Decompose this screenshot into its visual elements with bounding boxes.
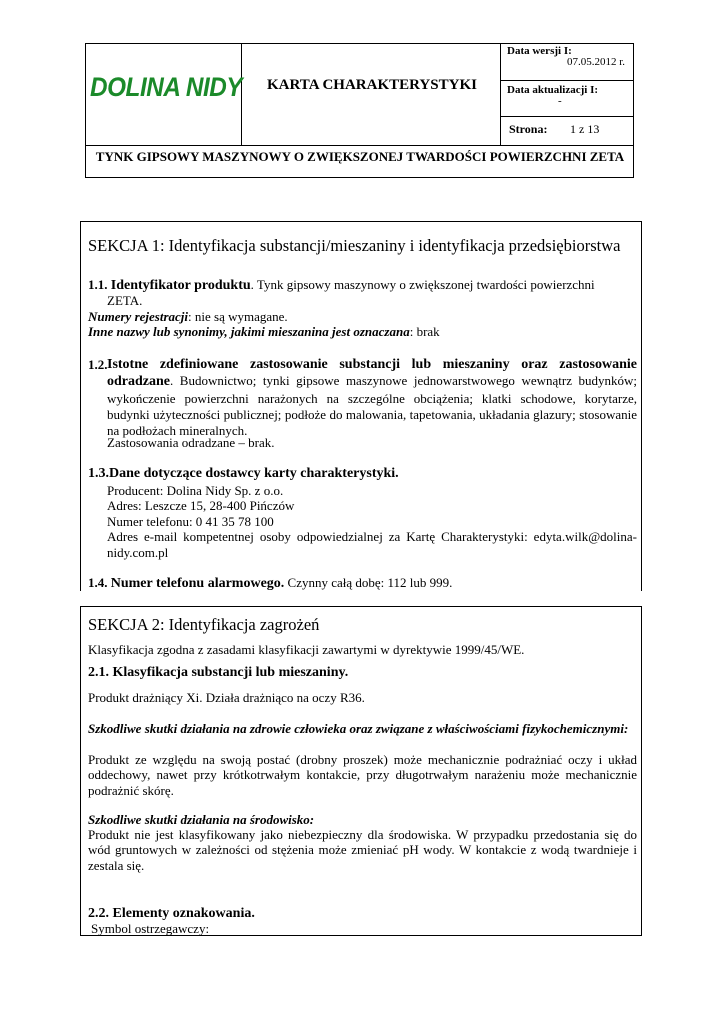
section1-heading: SEKCJA 1: Identyfikacja substancji/mieszaniny i identyfikacja przedsiębiorstwa bbox=[88, 236, 621, 255]
names-line bbox=[88, 324, 440, 339]
version-value: 07.05.2012 r. bbox=[567, 56, 626, 68]
page-value: 1 z 13 bbox=[570, 122, 600, 136]
names-value: : brak bbox=[409, 324, 440, 339]
s21-title: 2.1. Klasyfikacja substancji lub mieszaniny. bbox=[88, 665, 349, 680]
s13-title: 1.3.Dane dotyczące dostawcy karty charakterystyki. bbox=[88, 466, 399, 481]
s11-title: Identyfikator produktu bbox=[110, 278, 251, 293]
names-label: Inne nazwy lub synonimy, jakimi mieszanina jest oznaczana bbox=[88, 324, 410, 339]
email: Adres e-mail kompetentnej osoby odpowiedzialnej za Kartę Charakterystyki: edyta.wilk@dolina-nidy.com.pl bbox=[107, 529, 637, 560]
s14-num: 1.4. bbox=[88, 575, 108, 590]
s11-text: . Tynk gipsowy maszynowy o zwiększonej twardości powierzchni bbox=[250, 277, 595, 292]
product-title: TYNK GIPSOWY MASZYNOWY O ZWIĘKSZONEJ TWARDOŚCI POWIERZCHNI ZETA bbox=[95, 149, 625, 164]
env-label: Szkodliwe skutki działania na środowisko: bbox=[88, 812, 315, 827]
section-1-2 bbox=[107, 356, 637, 439]
version-label: Data wersji I: bbox=[507, 45, 572, 57]
health-label: Szkodliwe skutki działania na zdrowie człowieka oraz związane z właściwościami fizykochemicznymi: bbox=[88, 721, 629, 736]
s12-text: . Budownictwo; tynki gipsowe maszynowe jednowarstwowego wewnątrz budynków; wykończenie powierzchni narażonych na szczególne obciążenia; klatki schodowe, korytarze, budynki użyteczności publicznej; podłoże do malowania, tapetowania, układania glazury; stosowanie na podłożach mineralnych. bbox=[107, 373, 637, 439]
s22-title: 2.2. Elementy oznakowania. bbox=[88, 906, 255, 921]
classification-text: Klasyfikacja zgodna z zasadami klasyfikacji zawartymi w dyrektywie 1999/45/WE. bbox=[88, 642, 525, 657]
address: Adres: Leszcze 15, 28-400 Pińczów bbox=[107, 498, 295, 513]
env-text: Produkt nie jest klasyfikowany jako niebezpieczny dla środowiska. W przypadku przedostania się do wód gruntowych w zależności od stężenia może zmieniać pH wody. W kontakcie z wodą twardnieje i zestala się. bbox=[88, 827, 637, 873]
s21-text: Produkt drażniący Xi. Działa drażniąco na oczy R36. bbox=[88, 690, 365, 705]
reg-value: : nie są wymagane. bbox=[188, 309, 288, 324]
producer: Producent: Dolina Nidy Sp. z o.o. bbox=[107, 483, 284, 498]
company-logo: DOLINA NIDY bbox=[90, 72, 243, 102]
s11-text2: ZETA. bbox=[107, 293, 143, 308]
registration-line bbox=[88, 309, 288, 324]
symbol-label: Symbol ostrzegawczy: bbox=[91, 921, 210, 936]
update-value: - bbox=[558, 95, 562, 107]
phone: Numer telefonu: 0 41 35 78 100 bbox=[107, 514, 274, 529]
page-label: Strona: bbox=[509, 122, 548, 136]
health-text: Produkt ze względu na swoją postać (drobny proszek) może mechanicznie podrażniać oczy i układ oddechowy, nawet przy krótkotrwałym kontakcie, przy długotrwałym narażeniu może mechanicznie podrażnić skórę. bbox=[88, 752, 637, 798]
section-1-1 bbox=[88, 277, 636, 293]
s12-title: Istotne zdefiniowane zastosowanie substancji lub mieszaniny oraz zastosowanie odradzane bbox=[107, 357, 637, 390]
s11-num: 1.1. bbox=[88, 277, 108, 292]
section2-heading: SEKCJA 2: Identyfikacja zagrożeń bbox=[88, 615, 320, 634]
section-1-4 bbox=[88, 575, 452, 591]
s14-text: Czynny całą dobę: 112 lub 999. bbox=[284, 575, 453, 590]
s14-title: Numer telefonu alarmowego. bbox=[110, 576, 285, 591]
document-title: KARTA CHARAKTERYSTYKI bbox=[267, 77, 477, 93]
update-label: Data aktualizacji I: bbox=[507, 84, 599, 96]
s12-num: 1.2. bbox=[88, 357, 108, 372]
reg-label: Numery rejestracji bbox=[88, 309, 189, 324]
s12-text2: Zastosowania odradzane – brak. bbox=[107, 435, 275, 450]
